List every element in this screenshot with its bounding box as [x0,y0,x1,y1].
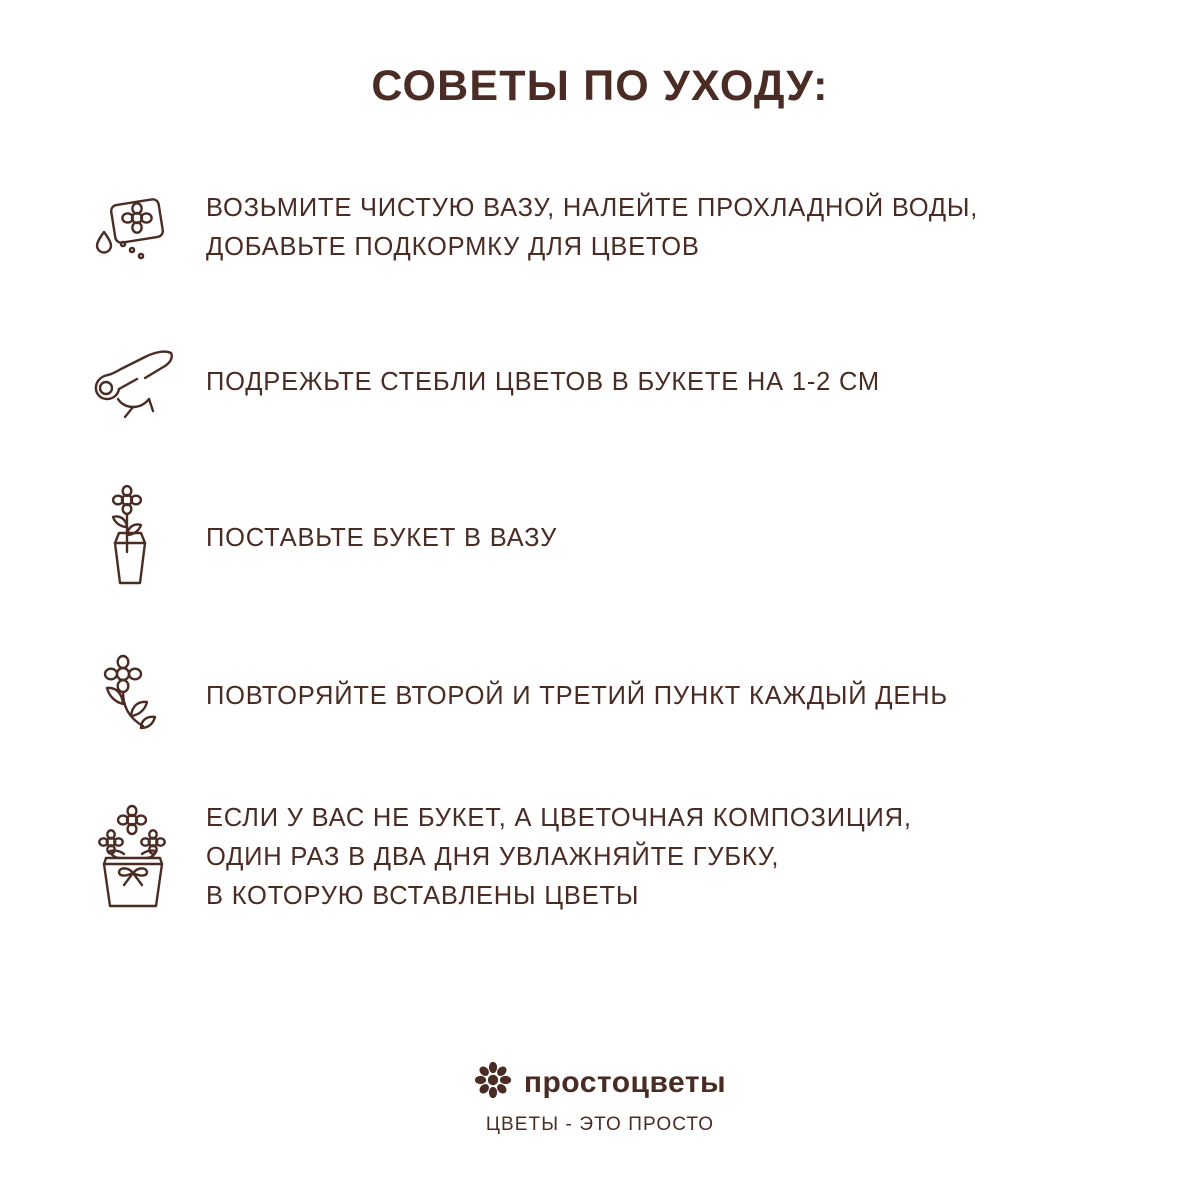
list-item [70,641,1130,751]
flower-in-vase-icon [70,483,200,593]
list-item [70,483,1130,593]
tip-line: ПОДРЕЖЬТЕ СТЕБЛИ ЦВЕТОВ В БУКЕТЕ НА 1-2 СМ [206,367,880,396]
page-title: СОВЕТЫ ПО УХОДУ: [371,62,829,110]
list-item [70,173,1130,283]
pruning-shears-icon [70,327,200,437]
list-item-text [200,519,557,558]
brand-tagline: ЦВЕТЫ - ЭТО ПРОСТО [485,1114,715,1135]
tip-line: В КОТОРУЮ ВСТАВЛЕНЫ ЦВЕТЫ [206,882,640,910]
list-item-text [200,189,978,267]
tip-line: ОДИН РАЗ В ДВА ДНЯ УВЛАЖНЯЙТЕ ГУБКУ, [206,843,780,871]
tip-line: ЕСЛИ У ВАС НЕ БУКЕТ, А ЦВЕТОЧНАЯ КОМПОЗИЦИЯ, [206,804,912,832]
flower-food-packet-icon [70,173,200,283]
brand-logo [474,1061,726,1104]
tip-line: ВОЗЬМИТЕ ЧИСТУЮ ВАЗУ, НАЛЕЙТЕ ПРОХЛАДНОЙ ВОДЫ, [206,194,979,222]
list-item [70,799,1130,916]
footer [0,1061,1200,1136]
tip-line: ДОБАВЬТЕ ПОДКОРМКУ ДЛЯ ЦВЕТОВ [206,233,700,261]
list-item [70,327,1130,437]
flower-basket-icon [70,803,200,913]
daisy-flower-logo-icon [474,1061,512,1104]
tip-line: ПОСТАВЬТЕ БУКЕТ В ВАЗУ [206,523,558,552]
list-item-text [200,799,912,916]
list-item-text [200,363,880,402]
flower-icon [70,641,200,751]
tip-line: ПОВТОРЯЙТЕ ВТОРОЙ И ТРЕТИЙ ПУНКТ КАЖДЫЙ ДЕНЬ [206,681,948,710]
list-item-text [200,677,948,716]
tips-list [0,173,1200,1200]
brand-name: простоцветы [523,1065,727,1099]
